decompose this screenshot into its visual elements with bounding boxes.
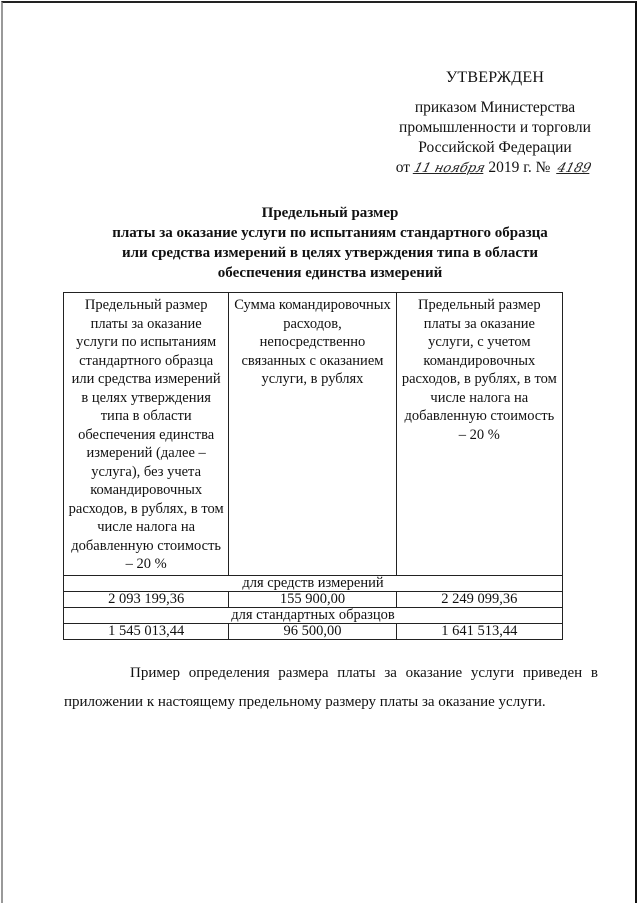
title-line-2: платы за оказание услуги по испытаниям стандартного образца [112,225,548,241]
table-header-row [64,293,563,576]
section-label: для средств измерений [64,576,563,592]
header-travel-expenses: Сумма командировочных расходов, непосредственно связанных с оказанием услуги, в рублях [229,293,396,576]
title-line-4: обеспечения единства измерений [217,265,443,281]
approval-title: УТВЕРЖДЕН [445,69,545,86]
cell-travel-expenses: 96 500,00 [229,624,396,640]
title-line-3: или средства измерений в целях утверждения типа в области [121,245,539,261]
handwritten-date: 11 ноября [412,161,487,176]
section-label: для стандартных образцов [64,608,563,624]
order-year-label: 2019 г. № [488,159,551,176]
section-row-reference-materials [64,608,563,624]
fee-table [63,292,563,640]
approval-stamp [380,68,610,179]
cell-fee-with-travel: 2 249 099,36 [396,592,562,608]
cell-fee-without-travel: 1 545 013,44 [64,624,229,640]
document-title [60,203,600,283]
order-line [380,158,610,179]
cell-fee-without-travel: 2 093 199,36 [64,592,229,608]
approval-line-1: приказом Министерства [414,99,576,116]
header-fee-with-travel: Предельный размер платы за оказание услуги, с учетом командировочных расходов, в рублях, в том числе налога на добавленную стоимость – 20 % [396,293,562,576]
order-from-label: от [395,159,411,176]
note-paragraph: Пример определения размера платы за оказание услуги приведен в приложении к настоящему предельному размеру платы за оказание услуги. [64,665,598,710]
handwritten-order-number: 4189 [555,161,593,176]
approval-line-3: Российской Федерации [418,139,572,156]
table-row [64,592,563,608]
title-line-1: Предельный размер [261,205,399,221]
cell-travel-expenses: 155 900,00 [229,592,396,608]
approval-line-2: промышленности и торговли [399,119,591,136]
table-row [64,624,563,640]
cell-fee-with-travel: 1 641 513,44 [396,624,562,640]
section-row-measuring-instruments [64,576,563,592]
header-fee-without-travel: Предельный размер платы за оказание услуги по испытаниям стандартного образца или средства измерений в целях утверждения типа в области обеспечения единства измерений (далее – услуга), без учета командировочных расходов, в рублях, в том числе налога на добавленную стоимость – 20 % [64,293,229,576]
